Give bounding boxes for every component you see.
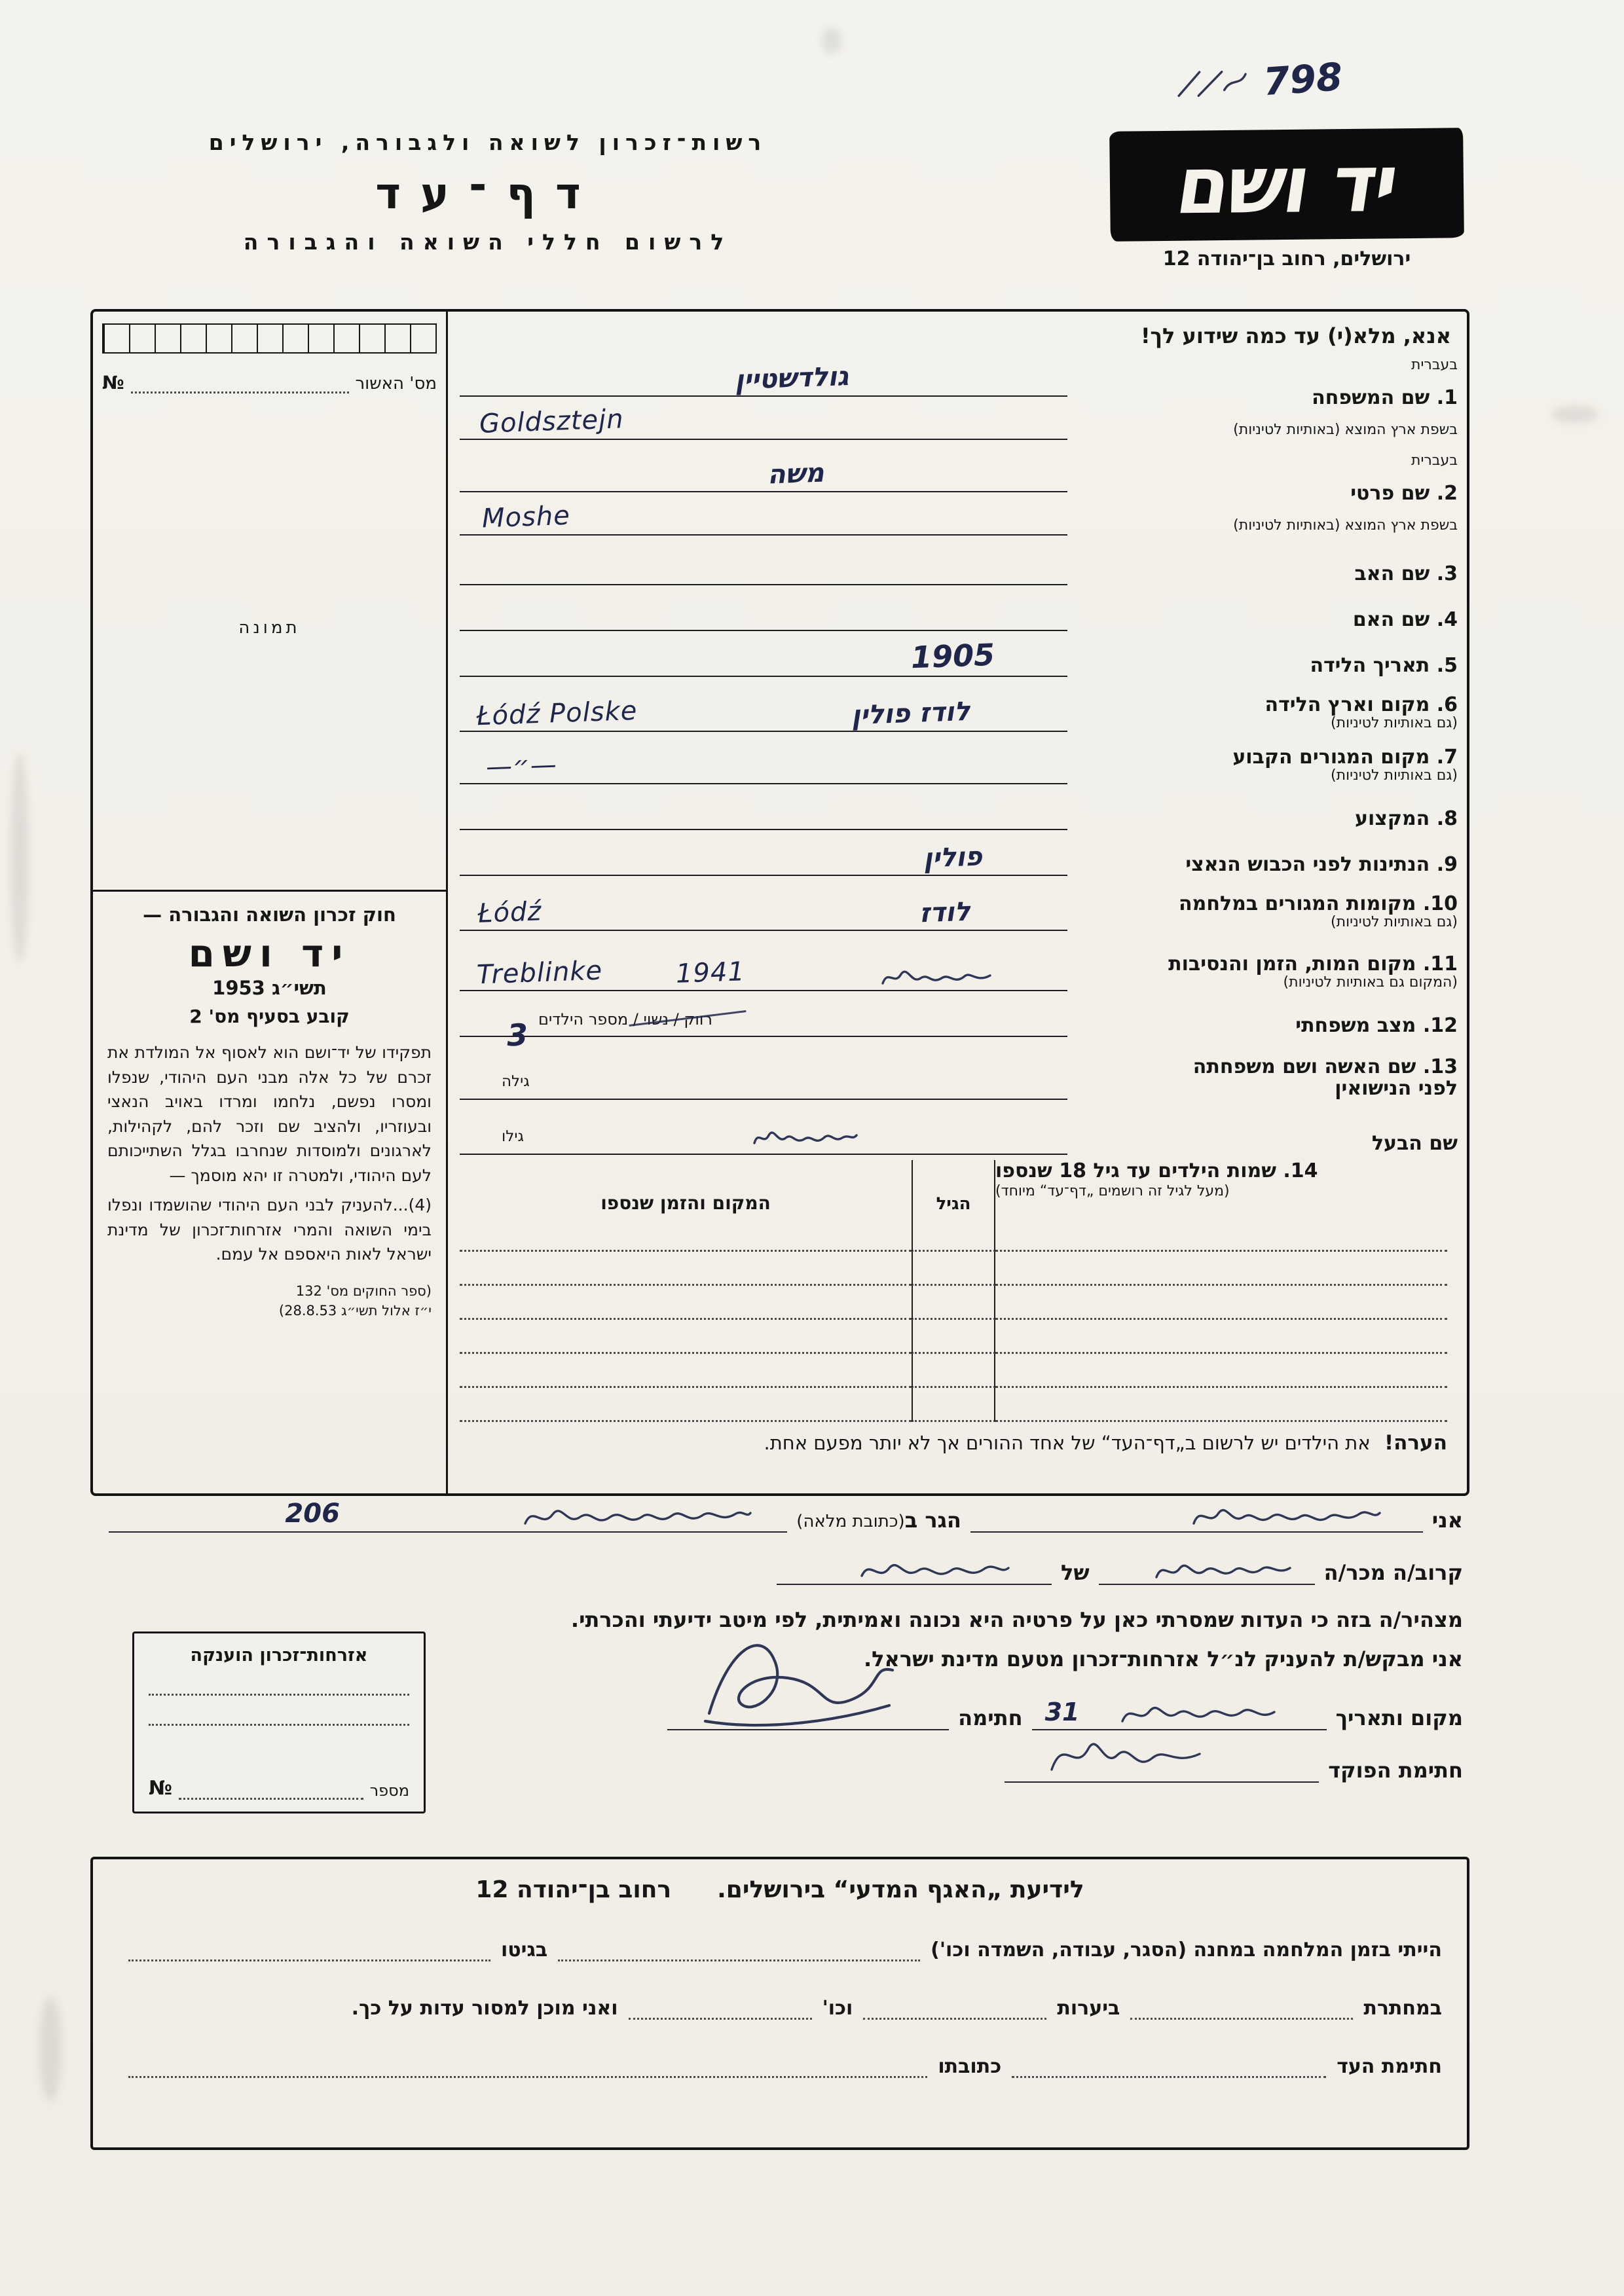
permanent-residence-label [1078, 746, 1458, 784]
photo-area-label: תמונה [238, 618, 301, 638]
origin-language-sublabel: בשפת ארץ המוצא (באותיות לטיניות) [1233, 517, 1458, 534]
form-subtitle: לרשום חללי השואה והגבורה [243, 229, 733, 255]
ghetto-input[interactable] [128, 1939, 490, 1961]
grant-title: אזרחות־זכרון הוענקה [190, 1645, 368, 1666]
field-wife-name [452, 1042, 1458, 1105]
ready-to-testify-label: ואני מוכן למסור עדות על כך. [351, 1997, 618, 2020]
law-footnote-line2: י״ז אלול תשי״ג 28.8.53) [278, 1302, 432, 1319]
handwriting-birth-date: 1905 [910, 636, 995, 676]
law-body: תפקידו של יד־ושם הוא לאסוף אל המולדת את זכרם של כל אלה מבני העם היהודי, שנפלו ומסרו נפשם, נלחמו ומרדו באויב הנאצי ובעוזריו, ולהציב שם וזכר להם, לקהילות, לארגונים ולמוסדות שנחרבו בגלל השתייכותם לעם היהודי, ולמטרה זו יהא מוסמך — [107, 1043, 432, 1185]
scan-smudge [1552, 406, 1598, 423]
field-war-residences [452, 881, 1458, 936]
children-note-row [460, 1431, 1447, 1455]
grant-number-label: מספר [369, 1781, 409, 1800]
handwriting-birth-place-hebrew: לודז פולין [851, 696, 971, 731]
handwritten-scribble [1151, 1555, 1295, 1586]
child-place-cell[interactable] [460, 1286, 912, 1320]
marital-status-options: רווק / נשוי / מספר הילדים [538, 1010, 712, 1029]
signature-area[interactable] [667, 1700, 949, 1730]
of-label: של [1061, 1560, 1090, 1585]
child-name-cell[interactable] [995, 1252, 1447, 1286]
field-birth-date [452, 636, 1458, 682]
field-birth-place [452, 682, 1458, 737]
child-age-cell[interactable] [912, 1354, 995, 1388]
relative-label: קרוב/ה מכר/ה [1323, 1560, 1463, 1585]
scan-smudge [10, 753, 29, 962]
profession-label: 8. המקצוע [1355, 807, 1458, 831]
child-name-cell[interactable] [995, 1320, 1447, 1354]
place-date-signature-row [441, 1700, 1463, 1730]
child-age-cell[interactable] [912, 1320, 995, 1354]
marital-status-input[interactable] [460, 1007, 1067, 1053]
camp-ghetto-row [118, 1939, 1442, 1961]
numero-symbol: № [102, 372, 124, 393]
witness-signature [687, 1619, 903, 1737]
field-marital-status [452, 996, 1458, 1053]
clerk-signature-row [684, 1753, 1463, 1783]
husband-name-input[interactable] [460, 1125, 1067, 1155]
marital-status-label: 12. מצב משפחתי [1295, 1014, 1458, 1038]
field-profession [452, 790, 1458, 835]
child-place-cell[interactable] [460, 1252, 912, 1286]
law-body-2: (4)...להעניק לבני העם היהודי שהושמדו ונפלו בימי השואה והמרי אזרחות־זכרון של מדינת ישראל לאות היאספם אל עמם. [107, 1195, 432, 1264]
clerk-signature-area[interactable] [1005, 1753, 1319, 1783]
law-yad-vashem: יד ושם [188, 931, 351, 975]
father-name-label: 3. שם האב [1354, 562, 1458, 586]
wife-name-main-label: 13. שם האשה ושם משפחתה [1192, 1055, 1458, 1078]
children-main-label: 14. שמות הילדים עד גיל 18 שנספו [995, 1159, 1318, 1182]
child-age-cell[interactable] [912, 1388, 995, 1422]
wife-name-sub-label: לפני הנישואין [1335, 1077, 1458, 1101]
scan-smudge [822, 27, 841, 54]
hebrew-sublabel: בעברית [1411, 357, 1458, 373]
first-name-lines [452, 449, 1078, 536]
form-header [121, 130, 855, 255]
witness-address-input[interactable] [128, 2056, 927, 2078]
child-age-cell[interactable] [912, 1286, 995, 1320]
handwriting-children-count: 3 [506, 1017, 528, 1053]
field-first-name-label [1078, 449, 1458, 536]
birth-date-label: 5. תאריך הלידה [1310, 654, 1458, 678]
latin-note-sublabel: (המקום גם באותיות לטיניות) [1283, 974, 1458, 991]
grant-number-row [149, 1777, 409, 1800]
handwritten-scribble [855, 1555, 1012, 1586]
age-column-header: הגיל [912, 1160, 995, 1218]
her-age-label: גילה [502, 1073, 530, 1090]
underground-label: במחתרת [1363, 1997, 1442, 2020]
child-age-cell[interactable] [912, 1252, 995, 1286]
underground-input[interactable] [1130, 1997, 1353, 2020]
handwritten-scribble [1170, 64, 1251, 101]
approval-number-row [102, 372, 437, 393]
wife-name-input[interactable] [460, 1070, 1067, 1100]
handwritten-file-number [1170, 54, 1344, 111]
camp-label: הייתי בזמן המלחמה במחנה (הסגר, עבודה, השמדה וכו') [931, 1939, 1442, 1961]
forests-label: ביערות [1057, 1997, 1120, 2020]
fill-instruction: אנא, מלא(י) עד כמה שידוע לך! [1140, 323, 1451, 348]
father-name-input[interactable] [460, 555, 1067, 585]
husband-name-label: שם הבעל [1371, 1132, 1458, 1156]
handwritten-scribble [749, 1123, 860, 1152]
death-place-label [1078, 953, 1458, 991]
hebrew-sublabel: בעברית [1411, 452, 1458, 469]
grant-number-line[interactable] [179, 1783, 363, 1800]
death-place-input[interactable] [460, 955, 1067, 991]
law-footnote-line1: (ספר החוקים מס' 132 [295, 1283, 432, 1299]
child-name-cell[interactable] [995, 1388, 1447, 1422]
witness-signature-label: חתימת העד [1337, 2055, 1442, 2078]
declarant-address-input[interactable] [109, 1499, 787, 1533]
latin-note-sublabel: (גם באותיות לטיניות) [1331, 767, 1458, 784]
relation-of-input[interactable] [777, 1555, 1052, 1585]
note-text: את הילדים יש לרשום ב„דף־העד“ של אחד ההורים אך לא יותר מפעם אחת. [764, 1432, 1371, 1454]
declarant-name-input[interactable] [970, 1503, 1423, 1533]
grant-line-2[interactable] [149, 1696, 409, 1726]
scan-smudge [39, 1997, 62, 2102]
camp-input[interactable] [558, 1939, 920, 1961]
handwriting-first-latin: Moshe [481, 500, 571, 534]
signature-label: חתימה [958, 1705, 1023, 1730]
child-name-cell[interactable] [995, 1286, 1447, 1320]
numero-symbol: № [149, 1777, 173, 1800]
field-mother-name [452, 591, 1458, 636]
children-header [995, 1160, 1447, 1218]
full-address-note: (כתובת מלאה) [796, 1512, 905, 1531]
children-table [460, 1160, 1447, 1422]
handwriting-citizenship: פולין [923, 841, 983, 874]
birth-place-main-label: 6. מקום וארץ הלידה [1264, 693, 1458, 716]
citizenship-input[interactable] [460, 841, 1067, 876]
scientific-division-box [90, 1857, 1469, 2150]
war-residences-label [1078, 893, 1458, 931]
law-heading: חוק זכרון השואה והגבורה — [143, 903, 396, 926]
field-death-place [452, 936, 1458, 996]
handwriting-residence-ditto: —״— [485, 750, 558, 782]
place-date-label: מקום ותאריך [1335, 1705, 1463, 1730]
file-number-text: 798 [1261, 54, 1344, 105]
main-form-box [90, 309, 1469, 1496]
field-citizenship [452, 835, 1458, 881]
forests-input[interactable] [863, 1997, 1046, 2020]
field-family-name [452, 354, 1458, 445]
witness-address-label: כתובתו [938, 2055, 1002, 2078]
witness-signature-input[interactable] [1012, 2056, 1326, 2078]
child-place-cell[interactable] [460, 1320, 912, 1354]
birth-place-input[interactable] [460, 695, 1067, 732]
handwriting-death-year: 1941 [675, 957, 746, 989]
latin-note-sublabel: (גם באותיות לטיניות) [1331, 715, 1458, 732]
first-name-label: 2. שם פרטי [1350, 482, 1458, 505]
permanent-residence-input[interactable] [460, 750, 1067, 784]
form-title: דף־עד [375, 168, 600, 219]
war-residences-main-label: 10. מקומות המגורים במלחמה [1179, 892, 1458, 915]
serial-number-strip[interactable] [102, 323, 437, 354]
field-first-name [452, 449, 1458, 541]
field-permanent-residence [452, 737, 1458, 790]
field-father-name [452, 545, 1458, 591]
yad-vashem-logo [1109, 128, 1464, 242]
law-excerpt-box [93, 890, 446, 1493]
authority-name: רשות־זכרון לשואה ולגבורה, ירושלים [208, 130, 767, 155]
handwritten-scribble [519, 1500, 754, 1534]
place-column-header: המקום והזמן שנספו [600, 1192, 771, 1214]
family-name-lines [452, 354, 1078, 440]
permanent-residence-main-label: 7. מקום המגורים הקבוע [1232, 745, 1458, 769]
child-place-cell[interactable] [460, 1354, 912, 1388]
handwriting-war-place-hebrew: לודז [919, 896, 971, 929]
underground-forests-row [118, 1997, 1442, 2020]
family-name-label: 1. שם המשפחה [1312, 386, 1458, 410]
child-name-cell[interactable] [995, 1218, 1447, 1252]
handwriting-date: 31 [1044, 1698, 1080, 1726]
witness-signature-row [118, 2055, 1442, 2078]
handwriting-house-number: 206 [285, 1499, 340, 1529]
resides-label: הגר ב [904, 1508, 961, 1533]
office-address: ירושלים, רחוב בן־יהודה 12 [1162, 247, 1411, 270]
origin-language-sublabel: בשפת ארץ המוצא (באותיות לטיניות) [1233, 422, 1458, 439]
mother-name-label: 4. שם האם [1352, 608, 1458, 632]
children-note-label: (מעל לגיל זה רושמים „דף־עד“ מיוחד) [995, 1182, 1230, 1199]
wife-name-label [1078, 1056, 1458, 1100]
ghetto-label: בגיטו [500, 1939, 548, 1961]
handwriting-family-latin: Goldsztejn [479, 404, 625, 439]
profession-input[interactable] [460, 800, 1067, 830]
law-footnote [107, 1281, 432, 1321]
death-place-main-label: 11. מקום המות, הזמן והנסיבות [1168, 952, 1458, 975]
his-age-label: גילו [502, 1128, 524, 1145]
first-name-latin-input[interactable] [460, 492, 1067, 536]
grant-line-1[interactable] [149, 1666, 409, 1696]
note-emphasis: הערה! [1384, 1431, 1447, 1455]
field-family-name-label [1078, 354, 1458, 440]
clerk-signature-label: חתימת הפוקד [1328, 1758, 1463, 1783]
citizenship-label: 9. הנתינות לפני הכבוש הנאצי [1185, 853, 1458, 877]
memorial-citizenship-grant-box [132, 1631, 426, 1813]
first-name-hebrew-input[interactable] [460, 449, 1067, 492]
approval-number-line[interactable] [131, 374, 349, 393]
handwriting-family-hebrew: גולדשטיין [734, 361, 849, 396]
relation-input[interactable] [1099, 1555, 1315, 1585]
i-label: אני [1431, 1508, 1463, 1533]
latin-note-sublabel: (גם באותיות לטיניות) [1331, 914, 1458, 931]
sidebar-column [93, 312, 448, 1493]
child-name-cell[interactable] [995, 1354, 1447, 1388]
field-husband-name [452, 1105, 1458, 1160]
logo-text: יד ושם [1170, 137, 1403, 232]
child-place-cell[interactable] [460, 1218, 912, 1252]
handwriting-birth-place-latin: Łódź Polske [476, 695, 638, 732]
mother-name-input[interactable] [460, 601, 1067, 631]
clerk-signature [1044, 1726, 1208, 1787]
form-fields-column [448, 312, 1467, 1493]
etc-label: וכו' [822, 1997, 853, 2020]
family-name-hebrew-input[interactable] [460, 354, 1067, 397]
handwriting-death-place: Treblinke [476, 955, 603, 991]
citizenship-request: אני מבקש/ת להעניק לנ״ל אזרחות־זכרון מטעם מדינת ישראל. [864, 1647, 1463, 1671]
etc-input[interactable] [629, 1997, 812, 2020]
law-year: תשי״ג 1953 [212, 977, 327, 999]
child-place-cell[interactable] [460, 1388, 912, 1422]
bottom-title-row [118, 1876, 1442, 1903]
relation-row [716, 1555, 1463, 1585]
handwritten-scribble [877, 962, 995, 993]
bottom-title-address: רחוב בן־יהודה 12 [475, 1876, 672, 1903]
law-clause: קובע בסעיף מס' 2 [189, 1006, 350, 1027]
birth-place-label [1078, 694, 1458, 732]
war-residences-input[interactable] [460, 896, 1067, 931]
declarant-row [100, 1499, 1463, 1533]
declaration-statement: מצהיר/ה בזה כי העדות שמסרתי כאן על פרטיה היא נכונה ואמיתית, לפי מיטב ידיעתי והכרתי. [570, 1607, 1463, 1632]
handwriting-first-hebrew: משה [767, 458, 825, 490]
handwriting-war-place-latin: Łódź [477, 896, 543, 929]
family-name-latin-input[interactable] [460, 397, 1067, 440]
approval-number-label: מס' האשור [355, 374, 437, 393]
bottom-title: לידיעת „האגף המדעי“ בירושלים. [717, 1876, 1084, 1903]
birth-date-input[interactable] [460, 636, 1067, 677]
handwritten-scribble [1187, 1500, 1384, 1534]
child-age-cell[interactable] [912, 1218, 995, 1252]
